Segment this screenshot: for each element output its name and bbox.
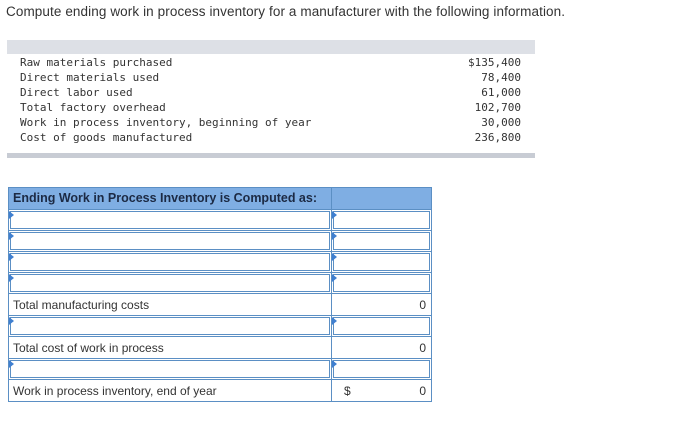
item-dropdown[interactable]: [9, 316, 332, 337]
item-dropdown[interactable]: [9, 210, 332, 231]
worksheet-header-cell: [9, 188, 332, 210]
dropdown-marker-icon: [9, 360, 14, 368]
given-row: [7, 100, 535, 115]
ending-wip-row: [9, 380, 432, 402]
worksheet-entry-row: [9, 316, 432, 337]
amount-input[interactable]: [332, 359, 432, 380]
given-table-bottom-bar: [7, 153, 535, 158]
dropdown-marker-icon: [9, 317, 14, 325]
total-cost-wip-row: [9, 337, 432, 359]
dropdown-marker-icon: [9, 253, 14, 261]
worksheet-entry-row: [9, 273, 432, 294]
given-value: 78,400: [481, 71, 521, 84]
amount-input[interactable]: [332, 252, 432, 273]
given-row: [7, 130, 535, 145]
total-cost-wip-value: 0: [419, 341, 426, 355]
given-value: 102,700: [474, 101, 521, 114]
amount-input[interactable]: [332, 210, 432, 231]
question-text: Compute ending work in process inventory for a manufacturer with the following information.: [6, 4, 566, 19]
given-row: [7, 70, 535, 85]
item-dropdown[interactable]: [9, 231, 332, 252]
given-value: $135,400: [468, 56, 521, 69]
item-dropdown[interactable]: [9, 359, 332, 380]
total-cost-wip-label: Total cost of work in process: [13, 341, 164, 355]
worksheet-table: [8, 187, 432, 402]
given-label: Cost of goods manufactured: [20, 131, 193, 144]
worksheet-entry-row: [9, 231, 432, 252]
amount-input[interactable]: [332, 316, 432, 337]
given-label: Direct materials used: [20, 71, 160, 84]
input-marker-icon: [332, 317, 337, 325]
worksheet-entry-row: [9, 252, 432, 273]
worksheet-header-row: [9, 188, 432, 210]
given-row: [7, 55, 535, 70]
worksheet-header-amount-cell: [332, 188, 432, 210]
given-data-table: [7, 40, 535, 158]
ending-wip-label: Work in process inventory, end of year: [13, 384, 217, 398]
input-marker-icon: [332, 211, 337, 219]
given-value: 236,800: [474, 131, 521, 144]
given-label: Direct labor used: [20, 86, 133, 99]
input-marker-icon: [332, 274, 337, 282]
ending-wip-label-cell: [9, 380, 332, 402]
amount-input[interactable]: [332, 273, 432, 294]
given-row: [7, 115, 535, 130]
given-value: 61,000: [481, 86, 521, 99]
item-dropdown[interactable]: [9, 273, 332, 294]
ending-wip-value: 0: [419, 384, 426, 398]
given-row: [7, 85, 535, 100]
worksheet-entry-row: [9, 210, 432, 231]
item-dropdown[interactable]: [9, 252, 332, 273]
input-marker-icon: [332, 360, 337, 368]
worksheet-header: Ending Work in Process Inventory is Computed as:: [13, 191, 317, 205]
worksheet-entry-row: [9, 359, 432, 380]
dropdown-marker-icon: [9, 274, 14, 282]
given-value: 30,000: [481, 116, 521, 129]
currency-symbol: $: [344, 384, 351, 398]
dropdown-marker-icon: [9, 232, 14, 240]
given-table-top-bar: [7, 40, 535, 54]
amount-input[interactable]: [332, 231, 432, 252]
total-manufacturing-costs-cell: [332, 294, 432, 316]
given-label: Raw materials purchased: [20, 56, 173, 69]
ending-wip-cell: [332, 380, 432, 402]
total-manufacturing-costs-row: [9, 294, 432, 316]
total-cost-wip-label-cell: [9, 337, 332, 359]
given-label: Work in process inventory, beginning of year: [20, 116, 312, 129]
input-marker-icon: [332, 253, 337, 261]
given-label: Total factory overhead: [20, 101, 166, 114]
total-manufacturing-costs-label-cell: [9, 294, 332, 316]
input-marker-icon: [332, 232, 337, 240]
total-manufacturing-costs-value: 0: [419, 298, 426, 312]
total-cost-wip-cell: [332, 337, 432, 359]
dropdown-marker-icon: [9, 211, 14, 219]
total-manufacturing-costs-label: Total manufacturing costs: [13, 298, 150, 312]
